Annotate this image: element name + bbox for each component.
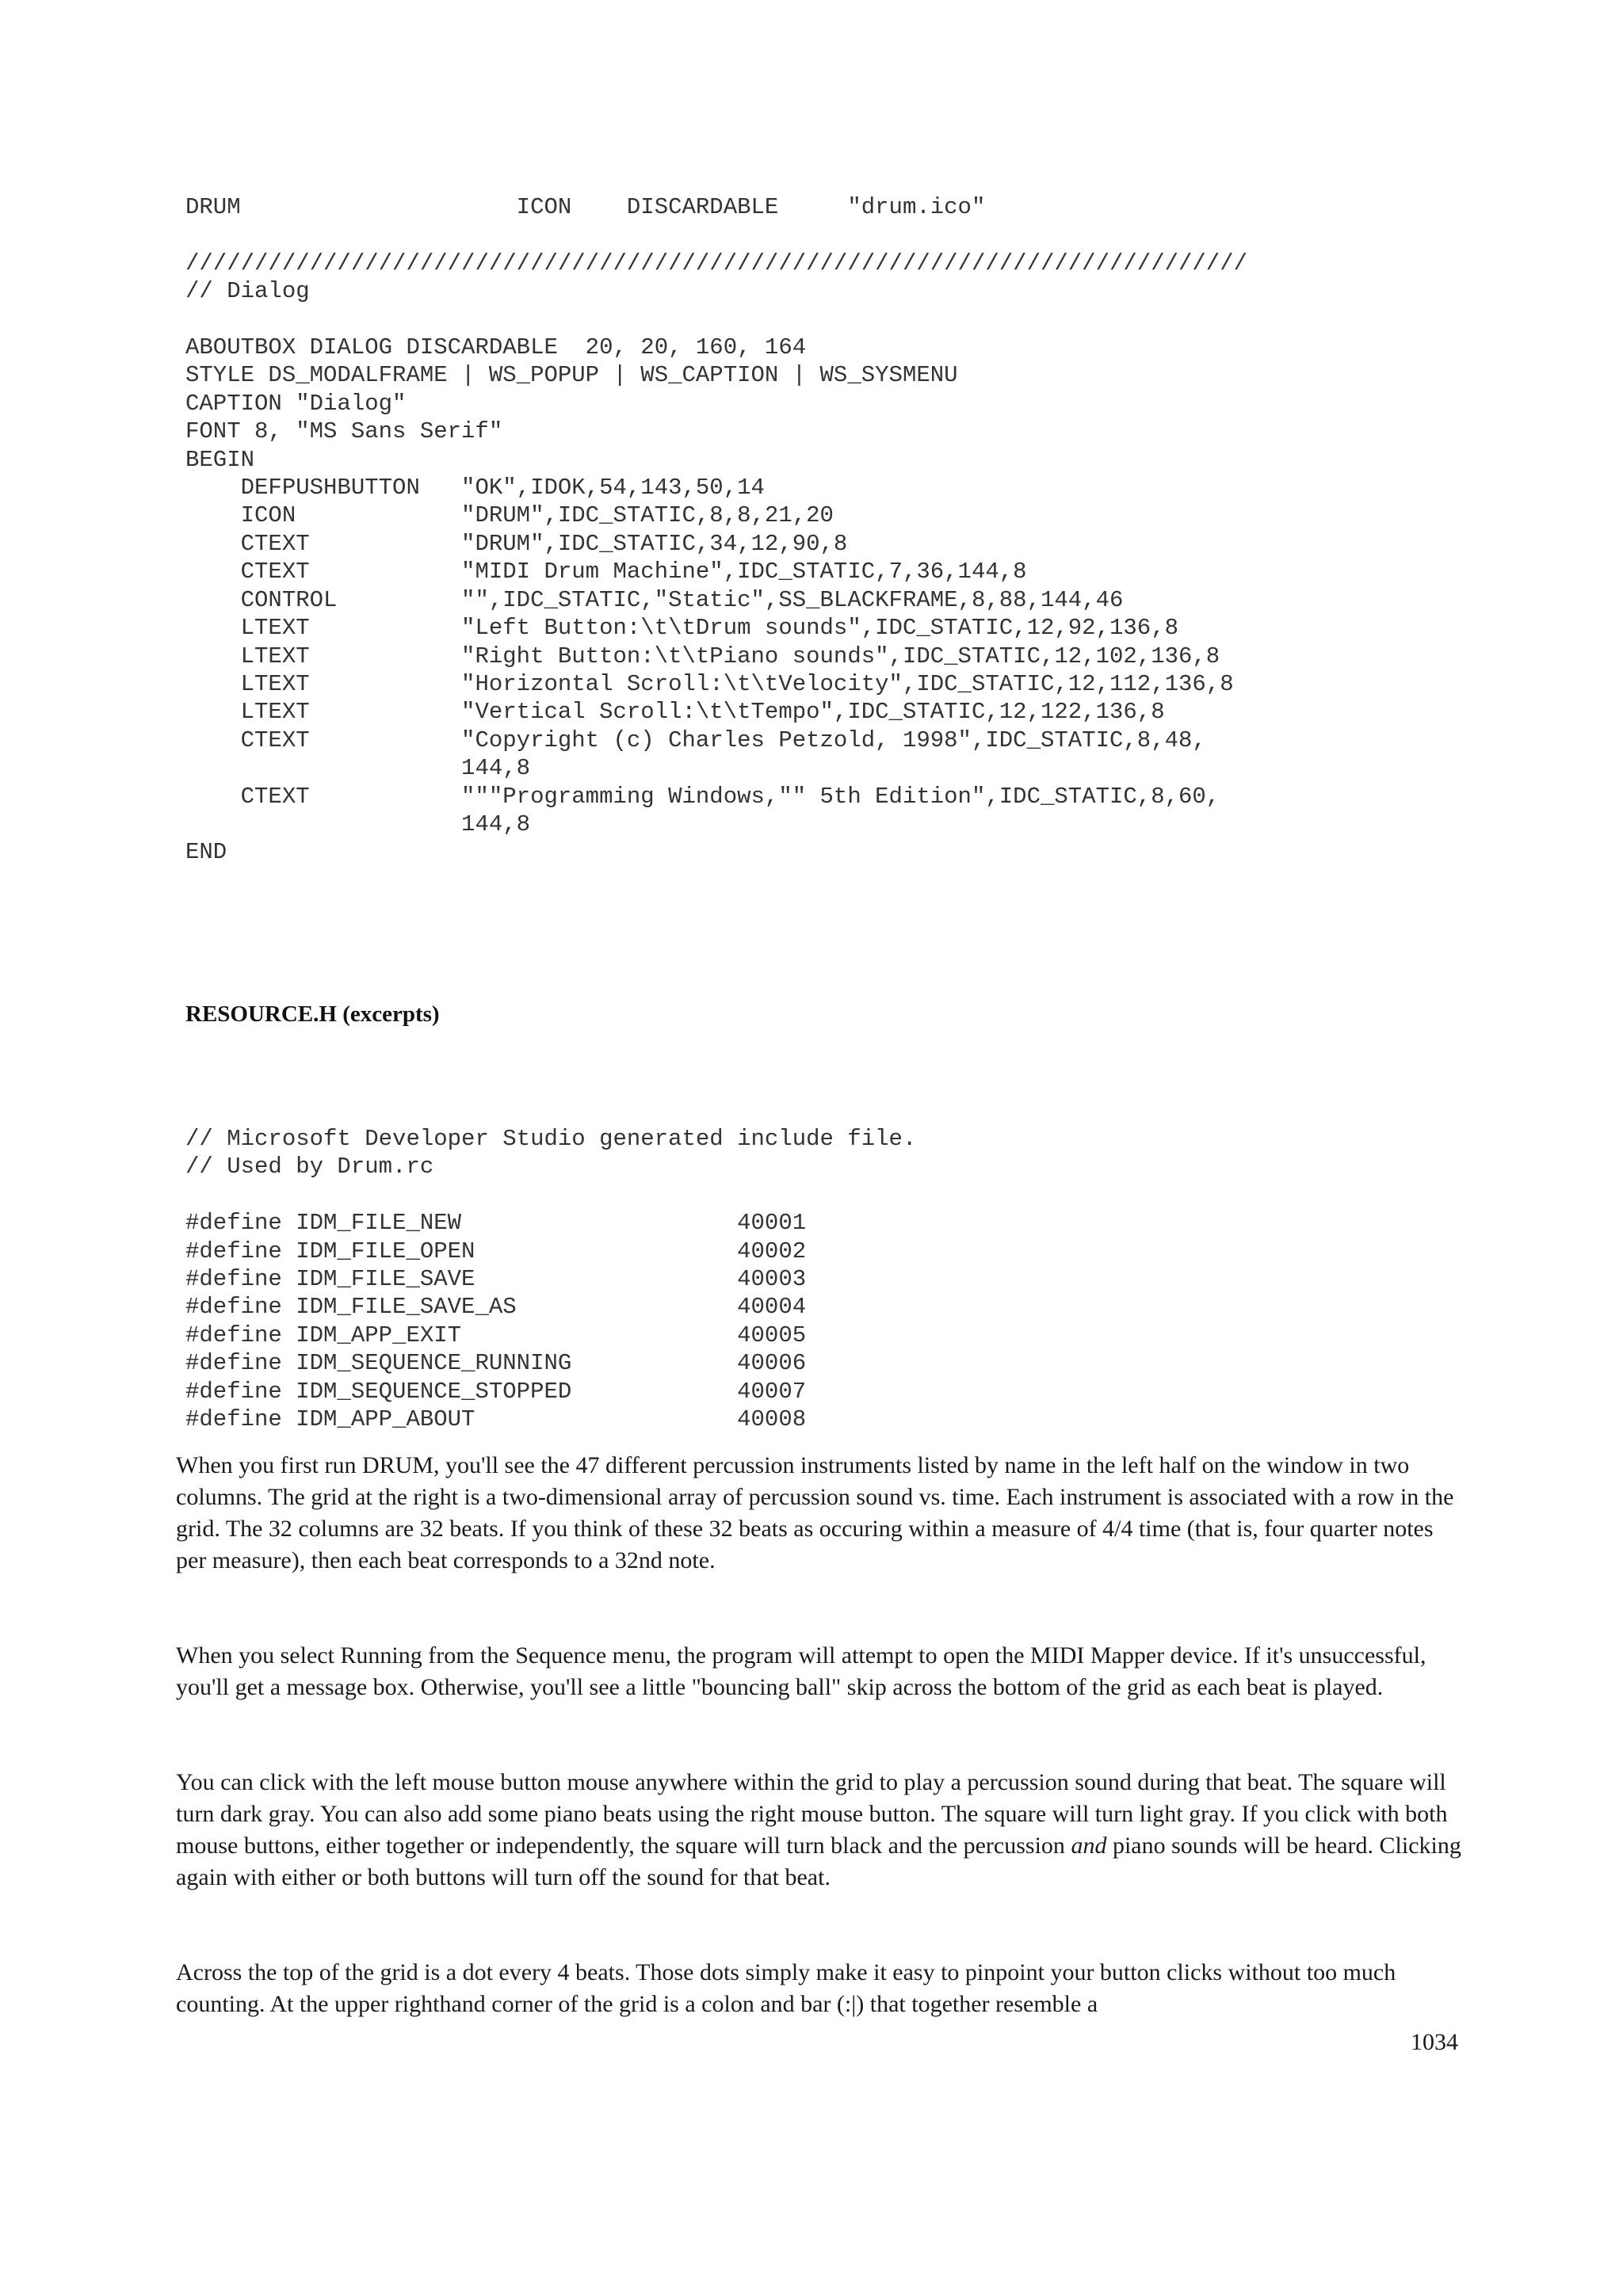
paragraph-text [176, 1767, 1468, 1894]
paragraph-mouse-clicks [176, 1767, 1468, 1894]
section-heading-resource-h: RESOURCE.H (excerpts) [185, 1001, 440, 1027]
paragraph-grid-dots [176, 1957, 1468, 2020]
paragraph-running [176, 1640, 1468, 1703]
paragraph-text-end: piano sounds will be heard. Clicking again with either or both buttons will turn off the sound for that beat. [176, 1833, 1461, 1890]
code-block-drum-rc: DRUM ICON DISCARDABLE "drum.ico" ///////////////////////////////////////////////////////////////////////////// // Dialog ABOUTBOX DIALOG DISCARDABLE 20, 20, 160, 164 STYLE DS_MODALFRAME | WS_POPUP | WS_CAPTION | WS_SYSMENU CAPTION "Dialog" FONT 8, "MS Sans Serif" BEGIN DEFPUSHBUTTON "OK",IDOK,54,143,50,14 ICON "DRUM",IDC_STATIC,8,8,21,20 CTEXT "DRUM",IDC_STATIC,34,12,90,8 CTEXT "MIDI Drum Machine",IDC_STATIC,7,36,144,8 CONTROL "",IDC_STATIC,"Static",SS_BLACKFRAME,8,88,144,46 LTEXT "Left Button:\t\tDrum sounds",IDC_STATIC,12,92,136,8 LTEXT "Right Button:\t\tPiano sounds",IDC_STATIC,12,102,136,8 LTEXT "Horizontal Scroll:\t\tVelocity",IDC_STATIC,12,112,136,8 LTEXT "Vertical Scroll:\t\tTempo",IDC_STATIC,12,122,136,8 CTEXT "Copyright (c) Charles Petzold, 1998",IDC_STATIC,8,48, 144,8 CTEXT """Programming Windows,"" 5th Edition",IDC_STATIC,8,60, 144,8 END [185, 194, 1248, 866]
paragraph-text: When you select Running from the Sequence menu, the program will attempt to open the MIDI Mapper device. If it's unsuccessful, you'll get a message box. Otherwise, you'll see a little "bouncing ball" skip across the bottom of the grid as each beat is played. [176, 1642, 1426, 1700]
paragraph-text: When you first run DRUM, you'll see the 47 different percussion instruments listed by name in the left half on the window in two columns. The grid at the right is a two-dimensional array of percussion sound vs. time. Each instrument is associated with a row in the grid. The 32 columns are 32 beats. If you think of these 32 beats as occuring within a measure of 4/4 time (that is, four quarter notes per measure), then each beat corresponds to a 32nd note. [176, 1452, 1454, 1573]
emphasis-and: and [1071, 1833, 1107, 1859]
code-block-resource-h: // Microsoft Developer Studio generated include file. // Used by Drum.rc #define IDM_FILE_NEW 40001 #define IDM_FILE_OPEN 40002 #define IDM_FILE_SAVE 40003 #define IDM_FILE_SAVE_AS 40004 #define IDM_APP_EXIT 40005 #define IDM_SEQUENCE_RUNNING 40006 #define IDM_SEQUENCE_STOPPED 40007 #define IDM_APP_ABOUT 40008 [185, 1126, 917, 1433]
paragraph-first-run [176, 1450, 1468, 1577]
paragraph-text: Across the top of the grid is a dot every 4 beats. Those dots simply make it easy to pinpoint your button clicks without too much counting. At the upper righthand corner of the grid is a colon and bar (:|) that together resemble a [176, 1959, 1396, 2017]
paragraph-text-start: You can click with the left mouse button mouse anywhere within the grid to play a percussion sound during that beat. The square will turn dark gray. You can also add some piano beats using the right mouse button. The square will turn light gray. If you click with both mouse buttons, either together or independently, the square will turn black and the percussion [176, 1769, 1448, 1859]
page-number: 1034 [1411, 2029, 1458, 2055]
